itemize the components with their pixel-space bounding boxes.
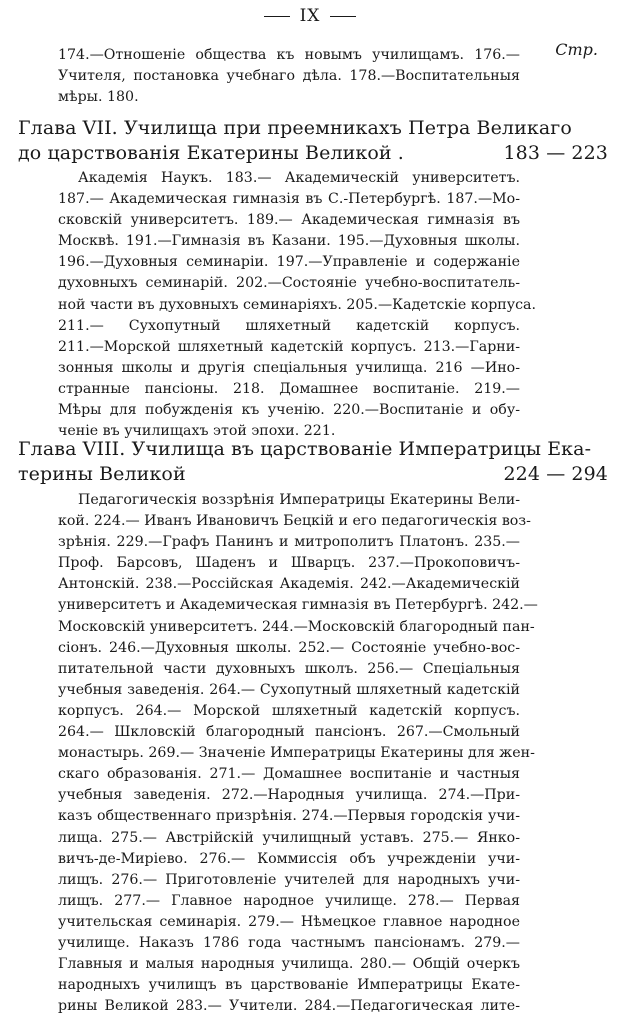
text-line: странные пансіоны. 218. Домашнее воспитаніе. 219.—	[58, 380, 520, 397]
text-line: ной части въ духовныхъ семинаріяхъ. 205.—Кадетскіе корпуса.	[58, 296, 537, 313]
text-line: лищъ. 276.— Приготовленіе учителей для народныхъ учи-	[58, 871, 520, 888]
chapter-7-contents	[58, 168, 537, 442]
text-line: скаго образованія. 271.— Домашнее воспитаніе и частныя	[58, 766, 520, 783]
text-line: Антонскій. 238.—Россійская Академія. 242.—Академическій	[58, 576, 520, 593]
chapter-title-line: Глава VII. Училища при преемникахъ Петра Великаго	[18, 117, 572, 139]
text-line: училище. Наказъ 1786 года частнымъ пансіонамъ. 279.—	[58, 934, 520, 951]
text-line: Московскій университетъ. 244.—Московскій благородный пан-	[58, 618, 535, 635]
text-line: лищъ. 277.— Главное народное училище. 278.— Первая	[58, 892, 520, 909]
text-line: духовныхъ семинарій. 202.—Состояніе учебно-воспитатель-	[58, 275, 520, 292]
text-line: кой. 224.— Иванъ Ивановичъ Бецкій и его педагогическія воз-	[58, 513, 531, 530]
text-line: Москвѣ. 191.—Гимназія въ Казани. 195.—Духовныя школы.	[58, 233, 520, 250]
text-line: университетъ и Академическая гимназія въ Петербургѣ. 242.—	[58, 597, 538, 614]
text-line: 187.— Академическая гимназія въ С.-Петербургѣ. 187.—Мо-	[58, 191, 520, 208]
text-line: 211.—Морской шляхетный кадетскій корпусъ. 213.—Гарни-	[58, 338, 520, 355]
text-line: сковскій университетъ. 189.— Академическая гимназія въ	[58, 212, 520, 229]
intro-block	[58, 45, 520, 108]
text-line: 264.— Шкловскій благородный пансіонъ. 267.—Смольный	[58, 724, 520, 741]
right-dash	[330, 16, 356, 17]
text-line: учительская семинарія. 279.— Нѣмецкое главное народное	[58, 913, 520, 930]
text-line: Проф. Барсовъ, Шаденъ и Шварцъ. 237.—Прокоповичъ-	[58, 555, 520, 572]
text-line: сіонъ. 246.—Духовныя школы. 252.— Состояніе учебно-вос-	[58, 639, 520, 656]
text-line: корпусъ. 264.— Морской шляхетный кадетскій корпусъ.	[58, 702, 520, 719]
text-line: Педагогическія воззрѣнія Императрицы Екатерины Вели-	[78, 492, 520, 508]
left-dash	[264, 16, 290, 17]
text-line: мѣры. 180.	[58, 89, 139, 106]
text-line: рины Великой 283.— Учители. 284.—Педагогическая лите-	[58, 998, 520, 1015]
chapter-7-heading	[18, 116, 608, 166]
text-line: питательной части духовныхъ школъ. 256.— Спеціальныя	[58, 660, 520, 677]
text-line: зонныя школы и другія спеціальныя училища. 216 —Ино-	[58, 359, 520, 376]
text-line: народныхъ училищъ въ царствованіе Императрицы Екате-	[58, 977, 520, 994]
text-line: ченіе въ училищахъ этой эпохи. 221.	[58, 423, 336, 440]
chapter-page-range: 183 — 223	[503, 142, 608, 164]
text-line: 211.— Сухопутный шляхетный кадетскій корпусъ.	[58, 317, 520, 334]
text-line: казъ общественнаго призрѣнія. 274.—Первыя городскія учи-	[58, 808, 520, 825]
text-line: учебныя заведенія. 264.— Сухопутный шляхетный кадетскій	[58, 681, 520, 698]
text-line: 196.—Духовныя семинаріи. 197.—Управленіе и содержаніе	[58, 254, 520, 271]
text-line: 174.—Отношеніе общества къ новымъ училищамъ. 176.—	[58, 47, 520, 63]
chapter-8-heading	[18, 437, 608, 487]
page-number-text: IX	[299, 6, 321, 26]
page-number	[0, 6, 620, 26]
text-line: Главныя и малыя народныя училища. 280.— Общій очеркъ	[58, 956, 520, 973]
text-line: Учителя, постановка учебнаго дѣла. 178.—Воспитательныя	[58, 68, 520, 85]
page-column-label: Стр.	[555, 40, 598, 59]
text-line: лища. 275.— Австрійскій училищный уставъ. 275.— Янко-	[58, 829, 520, 846]
chapter-title-line: Глава VIII. Училища въ царствованіе Императрицы Ека-	[18, 438, 592, 460]
text-line: монастырь. 269.— Значеніе Императрицы Екатерины для жен-	[58, 745, 535, 762]
chapter-8-contents	[58, 490, 538, 1017]
chapter-page-range: 224 — 294	[503, 463, 608, 485]
text-line: Академія Наукъ. 183.— Академическій университетъ.	[78, 170, 520, 186]
text-line: Мѣры для побужденія къ ученію. 220.—Воспитаніе и обу-	[58, 402, 520, 419]
text-line: вичъ-де-Миріево. 276.— Коммиссія объ учрежденіи учи-	[58, 850, 520, 867]
chapter-title-line: до царствованія Екатерины Великой .	[18, 142, 404, 164]
text-line: учебныя заведенія. 272.—Народныя училища. 274.—При-	[58, 787, 520, 804]
chapter-title-line: терины Великой	[18, 463, 186, 485]
text-line: зрѣнія. 229.—Графъ Панинъ и митрополитъ Платонъ. 235.—	[58, 534, 520, 551]
